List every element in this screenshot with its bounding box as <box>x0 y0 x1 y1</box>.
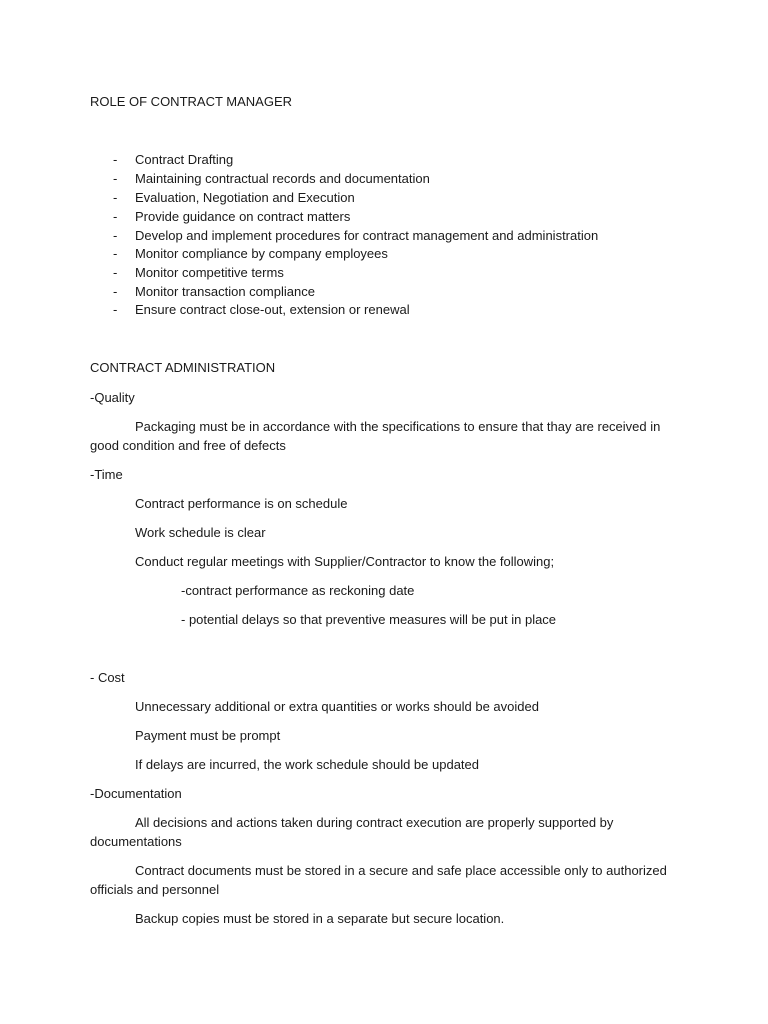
bullet-marker: - <box>113 246 118 261</box>
subsection-label-quality: -Quality <box>90 390 135 405</box>
list-item-text: Monitor transaction compliance <box>135 284 315 299</box>
paragraph-line: If delays are incurred, the work schedule should be updated <box>135 757 479 772</box>
sub-item: -contract performance as reckoning date <box>181 583 415 598</box>
paragraph-line: documentations <box>90 834 182 849</box>
list-item-text: Monitor competitive terms <box>135 265 284 280</box>
paragraph-line: Backup copies must be stored in a separate but secure location. <box>135 911 505 926</box>
paragraph-line: good condition and free of defects <box>90 438 286 453</box>
bullet-marker: - <box>113 302 118 317</box>
subsection-label-time: -Time <box>90 467 123 482</box>
subsection-label-cost: - Cost <box>90 670 125 685</box>
list-item-text: Evaluation, Negotiation and Execution <box>135 190 355 205</box>
paragraph-line: officials and personnel <box>90 882 220 897</box>
bullet-marker: - <box>113 228 118 243</box>
bullet-marker: - <box>113 209 118 224</box>
paragraph-line: Contract documents must be stored in a secure and safe place accessible only to authorized <box>135 863 667 878</box>
bullet-marker: - <box>113 190 118 205</box>
paragraph-line: Packaging must be in accordance with the specifications to ensure that thay are received in <box>135 419 661 434</box>
list-item-text: Provide guidance on contract matters <box>135 209 351 224</box>
paragraph-line: All decisions and actions taken during contract execution are properly supported by <box>135 815 614 830</box>
paragraph-line: Conduct regular meetings with Supplier/Contractor to know the following; <box>135 554 555 569</box>
bullet-marker: - <box>113 171 118 186</box>
list-item-text: Contract Drafting <box>135 152 234 167</box>
list-item-text: Ensure contract close-out, extension or renewal <box>135 302 410 317</box>
paragraph-line: Payment must be prompt <box>135 728 281 743</box>
bullet-marker: - <box>113 265 118 280</box>
bullet-marker: - <box>113 152 118 167</box>
list-item-text: Maintaining contractual records and documentation <box>135 171 430 186</box>
bullet-marker: - <box>113 284 118 299</box>
page-title: ROLE OF CONTRACT MANAGER <box>90 94 293 109</box>
paragraph-line: Contract performance is on schedule <box>135 496 348 511</box>
list-item-text: Monitor compliance by company employees <box>135 246 388 261</box>
subsection-label-documentation: -Documentation <box>90 786 182 801</box>
paragraph-line: Work schedule is clear <box>135 525 266 540</box>
sub-item: - potential delays so that preventive measures will be put in place <box>181 612 557 627</box>
paragraph-line: Unnecessary additional or extra quantities or works should be avoided <box>135 699 539 714</box>
list-item-text: Develop and implement procedures for contract management and administration <box>135 228 599 243</box>
section-heading: CONTRACT ADMINISTRATION <box>90 360 276 375</box>
